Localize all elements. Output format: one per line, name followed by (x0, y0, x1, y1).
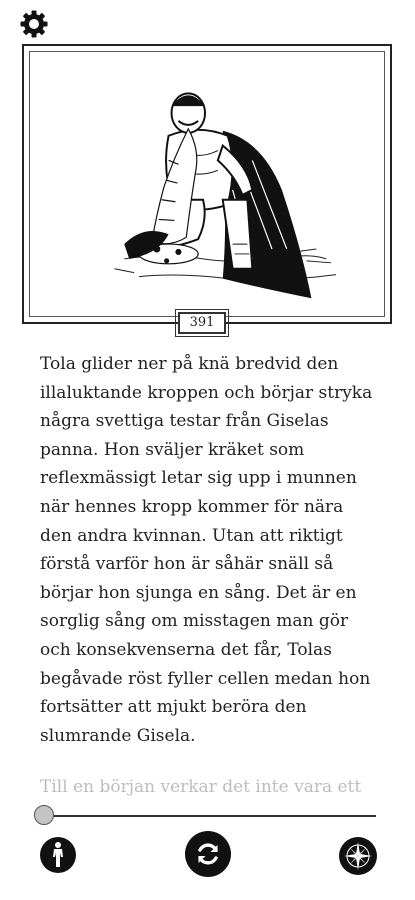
map-button[interactable] (339, 837, 377, 875)
story-next-paragraph-fade: Till en början verkar det inte vara ett (40, 777, 362, 797)
gear-icon (19, 9, 49, 39)
refresh-icon (193, 839, 223, 869)
story-text (40, 350, 380, 750)
progress-slider-track[interactable] (44, 815, 376, 817)
character-button[interactable] (40, 837, 76, 873)
settings-button[interactable] (19, 9, 49, 39)
progress-slider-handle[interactable] (34, 805, 54, 825)
story-illustration (30, 52, 384, 316)
page-number-badge: 391 (178, 312, 226, 334)
compass-icon (342, 840, 374, 872)
restart-button[interactable] (185, 831, 231, 877)
character-icon (47, 841, 69, 869)
illustration-inner-border (29, 51, 385, 317)
illustration-frame (22, 44, 392, 324)
story-paragraph: Tola glider ner på knä bredvid den illaluktande kroppen och börjar stryka några svettiga testar från Giselas panna. Hon sväljer kräket som reflexmässigt letar sig upp i munnen när hennes kropp kommer för nära den andra kvinnan. Utan att riktigt förstå varför hon är såhär snäll så börjar hon sjunga en sång. Det är en sorglig sång om misstagen man gör och konsekvenserna det får, Tolas begåvade röst fyller cellen medan hon fortsätter att mjukt beröra den slumrande Gisela. (40, 354, 373, 746)
